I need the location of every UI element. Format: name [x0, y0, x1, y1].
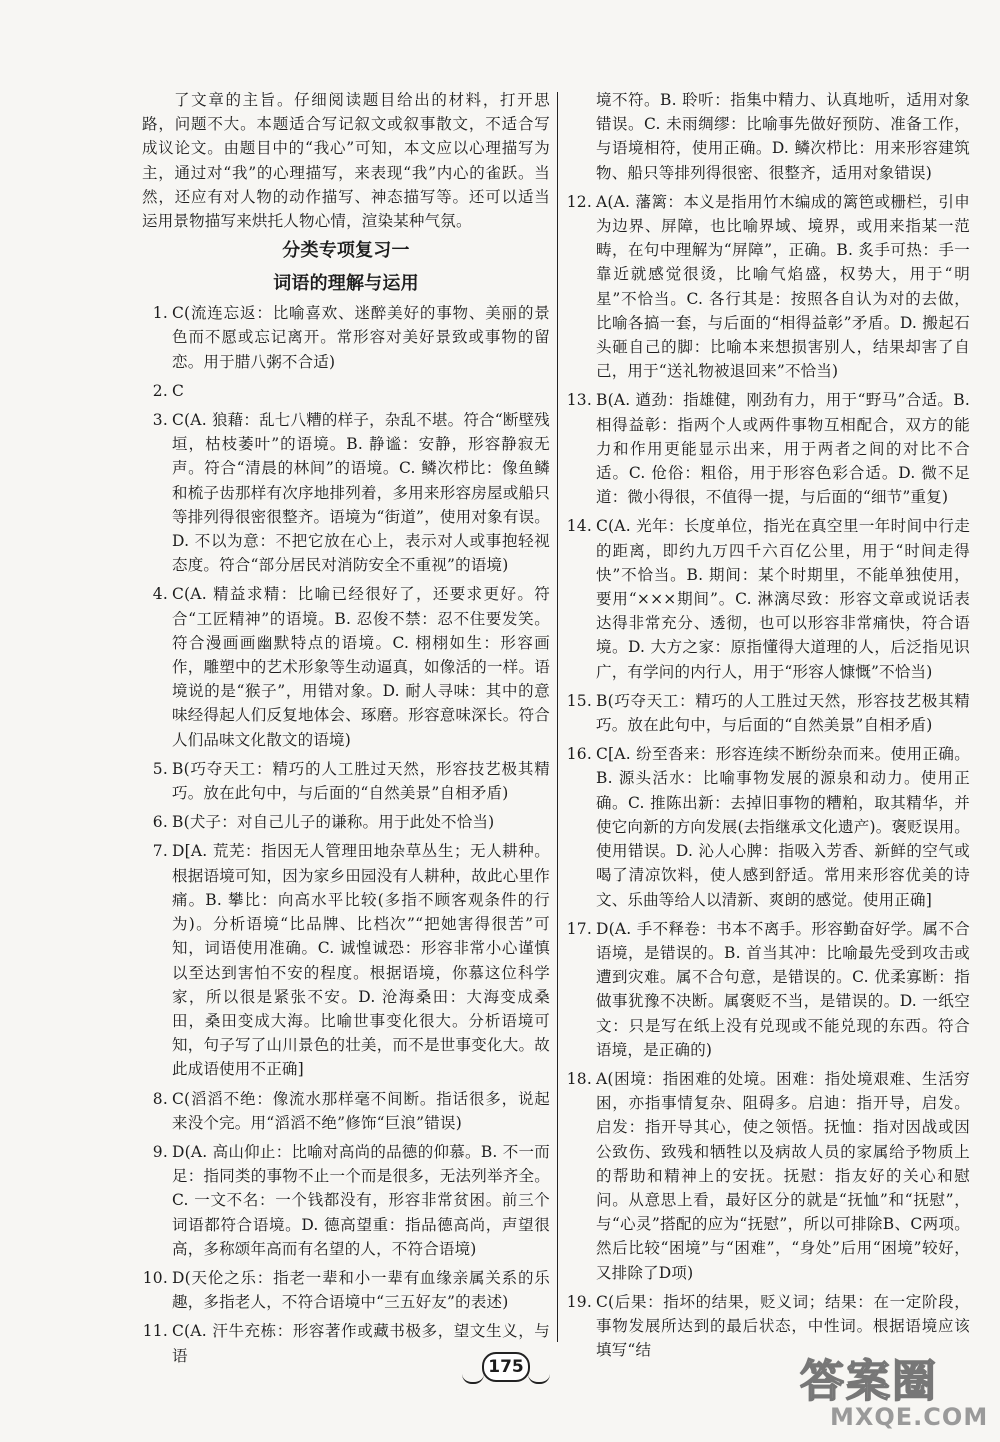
answer-item [142, 379, 550, 403]
answer-number: 19. [566, 1292, 592, 1311]
answer-text: C(A. 狼藉：乱七八糟的样子，杂乱不堪。符合“断壁残垣，枯枝萎叶”的语境。B. 静谧：安静，形容静寂无声。符合“清晨的林间”的语境。C. 鳞次栉比：像鱼鳞和梳子齿那样有次序地排列着，多用来形容房屋或船只等排列得很密很整齐。语境为“街道”，使用对象有误。D. 不以为意：不把它放在心上，表示对人或事抱轻视态度。符合“部分居民对消防安全不重视”的语境) [172, 411, 550, 575]
page-number: 175 [482, 1352, 530, 1382]
answer-item [566, 514, 970, 683]
answer-item [142, 408, 550, 577]
answer-text: C(滔滔不绝：像流水那样毫不间断。指话很多，说起来没个完。用“滔滔不绝”修饰“巨浪”错误) [172, 1089, 550, 1132]
answer-number: 16. [566, 745, 592, 764]
answer-number: 18. [566, 1069, 592, 1088]
answer-item [142, 582, 550, 751]
answer-number: 9. [152, 1142, 168, 1161]
answer-item [142, 1140, 550, 1261]
left-answer-list [142, 301, 550, 1368]
answer-text: D(A. 高山仰止：比喻对高尚的品德的仰慕。B. 不一而足：指同类的事物不止一个而是很多，无法列举齐全。C. 一文不名：一个钱都没有，形容非常贫困。前三个词语都符合语境。D. 德高望重：指品德高尚，声望很高，多称颂年高而有名望的人，不符合语境) [172, 1142, 550, 1258]
left-column [142, 88, 550, 1373]
answer-text: D(A. 手不释卷：书本不离手。形容勤奋好学。属不合语境，是错误的。B. 首当其冲：比喻最先受到攻击或遭到灾难。属不合句意，是错误的。C. 优柔寡断：指做事犹豫不决断。属褒贬不当，是错误的。D. 一纸空文：只是写在纸上没有兑现或不能兑现的东西。符合语境，是正确的) [596, 919, 970, 1059]
answer-item [566, 88, 970, 185]
answer-number: 10. [142, 1268, 168, 1287]
right-column [566, 88, 970, 1367]
answer-number: 15. [566, 691, 592, 710]
ornament-right-icon [528, 1374, 550, 1384]
right-answer-list [566, 88, 970, 1362]
watermark-url: MXQE.COM [830, 1403, 989, 1431]
answer-text: C(A. 光年：长度单位，指光在真空里一年时间中行走的距离，即约九万四千六百亿公里，用于“时间走得快”不恰当。B. 期间：某个时期里，不能单独使用，要用“×××期间”。C. 淋漓尽致：形容文章或说话表达得非常充分、透彻，也可以形容非常痛快，符合语境。D. 大方之家：原指懂得大道理的人，后泛指见识广，有学问的内行人，用于“形容人慷慨”不恰当) [596, 517, 970, 681]
answer-text: B(巧夺天工：精巧的人工胜过天然，形容技艺极其精巧。放在此句中，与后面的“自然美景”自相矛盾) [172, 759, 550, 803]
answer-text: C(流连忘返：比喻喜欢、迷醉美好的事物、美丽的景色而不愿或忘记离开。常形容对美好景致或事物的留恋。用于腊八粥不合适) [172, 304, 550, 371]
answer-item [566, 742, 970, 911]
answer-number: 5. [152, 759, 168, 778]
answer-number: 13. [566, 391, 592, 410]
answer-item [142, 757, 550, 805]
answer-text: 境不符。B. 聆听：指集中精力、认真地听，适用对象错误。C. 未雨绸缪：比喻事先做好预防、准备工作，与语境相符，使用正确。D. 鳞次栉比：用来形容建筑物、船只等排列得很密、很整齐，适用对象错误) [596, 91, 970, 182]
ornament-left-icon [462, 1374, 484, 1384]
answer-text: D[A. 荒芜：指因无人管理田地杂草丛生；无人耕种。根据语境可知，因为家乡田园没有人耕种，故此心里作痛。B. 攀比：向高水平比较(多指不顾客观条件的行为)。分析语境“比品牌、比档次”“把她害得很苦”可知，词语使用准确。C. 诚惶诚恐：形容非常小心谨慎以至达到害怕不安的程度。根据语境，你慕这位科学家，所以很是紧张不安。D. 沧海桑田：大海变成桑田，桑田变成大海。比喻世事变化很大。分析语境可知，句子写了山川景色的壮美，而不是世事变化大。故此成语使用不正确] [172, 842, 550, 1079]
page-number-badge [462, 1348, 552, 1388]
answer-number: 6. [152, 813, 168, 832]
watermark-logo [800, 1345, 990, 1435]
answer-item [142, 839, 550, 1081]
answer-text: B(巧夺天工：精巧的人工胜过天然，形容技艺极其精巧。放在此句中，与后面的“自然美景”自相矛盾) [596, 691, 970, 735]
answer-text: D(天伦之乐：指老一辈和小一辈有血缘亲属关系的乐趣，多指老人，不符合语境中“三五好友”的表述) [172, 1268, 550, 1312]
answer-text: C(A. 汗牛充栋：形容著作或藏书极多，望文生义，与语 [172, 1322, 550, 1365]
answer-item [142, 1266, 550, 1314]
answer-number: 7. [152, 842, 168, 861]
answer-text: A(A. 藩篱：本义是指用竹木编成的篱笆或栅栏，引申为边界、屏障，也比喻界域、境界，或用来指某一范畴，在句中理解为“屏障”，正确。B. 炙手可热：手一靠近就感觉很烫，比喻气焰盛，权势大，用于“明星”不恰当。C. 各行其是：按照各自认为对的去做，比喻各搞一套，与后面的“相得益彰”矛盾。D. 搬起石头砸自己的脚：比喻本来想损害别人，结果却害了自己，用于“送礼物被退回来”不恰当) [596, 192, 970, 381]
answer-text: C [172, 381, 185, 400]
column-divider [557, 92, 558, 1342]
answer-number: 12. [566, 192, 592, 211]
answer-text: C(A. 精益求精：比喻已经很好了，还要求更好。符合“工匠精神”的语境。B. 忍俊不禁：忍不住要发笑。符合漫画画幽默特点的语境。C. 栩栩如生：形容画作，雕塑中的艺术形象等生动逼真，如像活的一样。语境说的是“猴子”，用错对象。D. 耐人寻味：其中的意味经得起人们反复地体会、琢磨。形容意味深长。符合人们品味文化散文的语境) [172, 585, 550, 749]
section-subtitle: 词语的理解与运用 [273, 273, 419, 295]
answer-text: B(犬子：对自己儿子的谦称。用于此处不恰当) [172, 813, 495, 832]
answer-number: 11. [142, 1322, 168, 1341]
answer-number: 17. [566, 919, 592, 938]
answer-item [566, 689, 970, 737]
answer-text: A(困境：指困难的处境。困难：指处境艰难、生活穷困，亦指事情复杂、阻碍多。启迪：指开导，启发。启发：指开导其心，使之领悟。抚恤：指对因战或因公致伤、致残和牺牲以及病故人员的家属给予物质上的帮助和精神上的安抚。抚慰：指友好的关心和慰问。从意思上看，最好区分的就是“抚恤”和“抚慰”，与“心灵”搭配的应为“抚慰”，所以可排除B、C两项。然后比较“困境”与“困难”，“身处”后用“困境”较好，又排除了D项) [596, 1069, 970, 1282]
answer-item [566, 917, 970, 1062]
answer-number: 14. [566, 517, 592, 536]
answer-text: B(A. 遒劲：指雄健，刚劲有力，用于“野马”合适。B. 相得益彰：指两个人或两件事物互相配合，双方的能力和作用更能显示出来，用于两者之间的对比不合适。C. 伧俗：粗俗，用于形容色彩合适。D. 微不足道：微小得很，不值得一提，与后面的“细节”重复) [596, 391, 970, 507]
intro-paragraph: 了文章的主旨。仔细阅读题目给出的材料，打开思路，问题不大。本题适合写记叙文或叙事散文，不适合写成议论文。由题目中的“我心”可知，本文应以心理描写为主，通过对“我”的心理描写，来表现“我”内心的雀跃。当然，还应有对人物的动作描写、神态描写等。还可以适当运用景物描写来烘托人物心情，渲染某种气氛。 [142, 91, 550, 231]
answer-number: 3. [152, 411, 168, 430]
answer-number: 4. [152, 585, 168, 604]
answer-item [142, 1087, 550, 1135]
answer-item [566, 1067, 970, 1285]
answer-item [142, 301, 550, 374]
answer-text: C[A. 纷至沓来：形容连续不断纷杂而来。使用正确。B. 源头活水：比喻事物发展的源泉和动力。使用正确。C. 推陈出新：去掉旧事物的糟粕，取其精华，并使它向新的方向发展(去指继承文化遗产)。褒贬误用。使用错误。D. 沁人心脾：指吸入芳香、新鲜的空气或喝了清凉饮料，使人感到舒适。常用来形容优美的诗文、乐曲等给人以清新、爽朗的感觉。使用正确] [596, 745, 970, 909]
watermark-text: 答案圈 [800, 1356, 938, 1407]
answer-number: 1. [152, 304, 168, 323]
answer-item [566, 190, 970, 384]
answer-number: 8. [152, 1089, 168, 1108]
answer-text: C(后果：指坏的结果，贬义词；结果：在一定阶段，事物发展所达到的最后状态，中性词。根据语境应该填写“结 [596, 1292, 970, 1360]
section-title: 分类专项复习一 [282, 240, 410, 262]
answer-number: 2. [152, 381, 168, 400]
answer-item [566, 388, 970, 509]
answer-item [142, 810, 550, 834]
